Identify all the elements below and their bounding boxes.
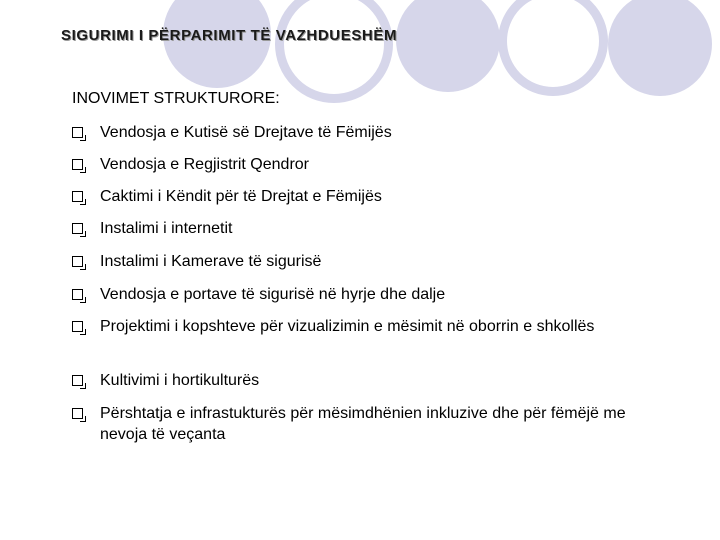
- list-item: [72, 251, 640, 272]
- checkbox-square-icon: [72, 408, 83, 419]
- decor-circle-2: [275, 0, 393, 103]
- list-item: [72, 370, 640, 391]
- checkbox-square-icon: [72, 191, 83, 202]
- list-item-text: Vendosja e Kutisë së Drejtave të Fëmijës: [100, 124, 392, 141]
- slide-title: SIGURIMI I PËRPARIMIT TË VAZHDUESHËM: [61, 27, 398, 44]
- checkbox-square-icon: [72, 321, 83, 332]
- list-item-text: Instalimi i Kamerave të sigurisë: [100, 253, 322, 270]
- section-heading: INOVIMET STRUKTURORE:: [72, 90, 280, 107]
- list-item: [72, 154, 640, 175]
- list-item: [72, 186, 640, 207]
- checkbox-square-icon: [72, 127, 83, 138]
- list-item-text: Kultivimi i hortikulturës: [100, 372, 260, 389]
- decor-circle-5: [608, 0, 712, 96]
- checkbox-square-icon: [72, 223, 83, 234]
- list-item-text: Caktimi i Këndit për të Drejtat e Fëmijës: [100, 188, 382, 205]
- list-item-text: Përshtatja e infrastukturës për mësimdhënien inkluzive dhe për fëmëjë me nevoja të veçanta: [100, 405, 626, 443]
- list-item: [72, 218, 640, 239]
- list-item: [72, 403, 640, 445]
- list-item: [72, 316, 640, 337]
- list-item-text: Vendosja e portave të sigurisë në hyrje dhe dalje: [100, 286, 446, 303]
- list-item-text: Instalimi i internetit: [100, 220, 233, 237]
- list-item: [72, 122, 640, 143]
- checkbox-square-icon: [72, 375, 83, 386]
- checkbox-square-icon: [72, 159, 83, 170]
- list-item-text: Vendosja e Regjistrit Qendror: [100, 156, 309, 173]
- list-item-text: Projektimi i kopshteve për vizualizimin e mësimit në oborrin e shkollës: [100, 318, 595, 335]
- decor-circle-3: [396, 0, 500, 92]
- checkbox-square-icon: [72, 256, 83, 267]
- decor-circle-4: [498, 0, 608, 96]
- checkbox-square-icon: [72, 289, 83, 300]
- list-item: [72, 284, 640, 305]
- decor-circle-1: [163, 0, 271, 88]
